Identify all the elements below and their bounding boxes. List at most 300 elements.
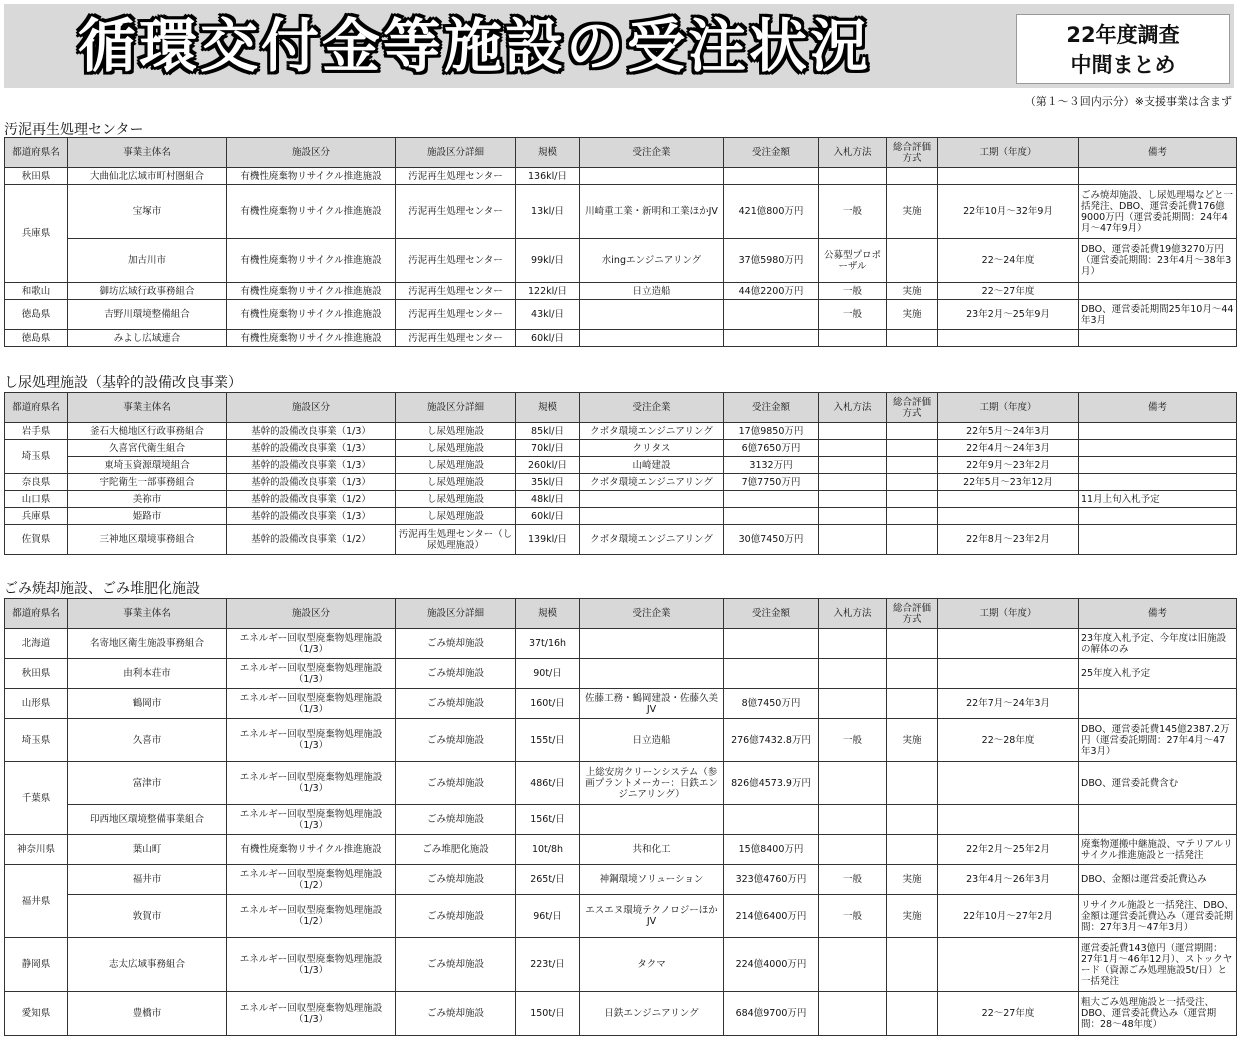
cell-detail: し尿処理施設 — [396, 423, 516, 440]
cell-period: 22年9月〜23年2月 — [938, 457, 1079, 474]
cell-detail: 汚泥再生処理センター — [396, 283, 516, 300]
table-row — [5, 629, 1237, 659]
cell-pref: 北海道 — [5, 629, 68, 659]
cell-company: 上総安房クリーンシステム（参画プラントメーカー：日鉄エンジニアリング） — [580, 762, 724, 805]
cell-company — [580, 300, 724, 330]
cell-scale: 60kl/日 — [516, 330, 580, 347]
col-header: 規模 — [516, 393, 580, 423]
table-row — [5, 835, 1237, 865]
cell-company: 日鉄エンジニアリング — [580, 992, 724, 1036]
cell-amount — [724, 168, 819, 185]
cell-period: 22〜27年度 — [938, 283, 1079, 300]
cell-eval: 実施 — [887, 283, 938, 300]
cell-entity: 福井市 — [68, 865, 227, 895]
cell-pref: 徳島県 — [5, 300, 68, 330]
col-header: 施設区分 — [227, 393, 396, 423]
cell-period — [938, 168, 1079, 185]
cell-company: クリタス — [580, 440, 724, 457]
cell-category: エネルギー回収型廃棄物処理施設（1/2） — [227, 895, 396, 938]
cell-period: 22年2月〜25年2月 — [938, 835, 1079, 865]
cell-entity: 三神地区環境事務組合 — [68, 525, 227, 555]
table-row — [5, 168, 1237, 185]
table-sludge — [4, 137, 1237, 347]
cell-category: エネルギー回収型廃棄物処理施設（1/3） — [227, 805, 396, 835]
cell-entity: 宇陀衛生一部事務組合 — [68, 474, 227, 491]
table-row — [5, 300, 1237, 330]
table-header-row — [5, 393, 1237, 423]
table-row — [5, 865, 1237, 895]
cell-company — [580, 629, 724, 659]
cell-period: 22年5月〜23年12月 — [938, 474, 1079, 491]
cell-period: 22年10月〜32年9月 — [938, 185, 1079, 239]
cell-scale: 139kl/日 — [516, 525, 580, 555]
cell-category: エネルギー回収型廃棄物処理施設（1/3） — [227, 659, 396, 689]
cell-pref: 埼玉県 — [5, 440, 68, 474]
cell-pref: 佐賀県 — [5, 525, 68, 555]
cell-eval — [887, 525, 938, 555]
cell-period: 22年10月〜27年2月 — [938, 895, 1079, 938]
cell-period — [938, 491, 1079, 508]
table-row — [5, 719, 1237, 762]
cell-bid: 一般 — [819, 283, 887, 300]
cell-company: エスエヌ環境テクノロジーほかJV — [580, 895, 724, 938]
cell-amount — [724, 805, 819, 835]
cell-amount: 8億7450万円 — [724, 689, 819, 719]
cell-entity: 東埼玉資源環境組合 — [68, 457, 227, 474]
cell-entity: 宝塚市 — [68, 185, 227, 239]
cell-remarks: DBO、運営委託費145億2387.2万円（運営委託期間：27年4月〜47年3月） — [1079, 719, 1237, 762]
cell-remarks — [1079, 508, 1237, 525]
cell-scale: 486t/日 — [516, 762, 580, 805]
cell-detail: 汚泥再生処理センター — [396, 300, 516, 330]
col-header: 施設区分詳細 — [396, 599, 516, 629]
cell-remarks: リサイクル施設と一括発注、DBO、金額は運営委託費込み（運営委託期間：27年3月〜47年3月） — [1079, 895, 1237, 938]
cell-scale: 96t/日 — [516, 895, 580, 938]
cell-eval — [887, 474, 938, 491]
cell-remarks — [1079, 168, 1237, 185]
cell-amount — [724, 629, 819, 659]
cell-company: 神鋼環境ソリューション — [580, 865, 724, 895]
col-header: 入札方法 — [819, 138, 887, 168]
page-title: 循環交付金等施設の受注状況 — [78, 12, 872, 80]
cell-bid — [819, 629, 887, 659]
table-row — [5, 805, 1237, 835]
col-header: 工期（年度） — [938, 599, 1079, 629]
cell-bid — [819, 805, 887, 835]
cell-period: 22年5月〜24年3月 — [938, 423, 1079, 440]
cell-detail: 汚泥再生処理センター（し尿処理施設） — [396, 525, 516, 555]
cell-scale: 150t/日 — [516, 992, 580, 1036]
cell-eval: 実施 — [887, 185, 938, 239]
cell-scale: 122kl/日 — [516, 283, 580, 300]
col-header: 備考 — [1079, 393, 1237, 423]
cell-detail: し尿処理施設 — [396, 457, 516, 474]
cell-company — [580, 805, 724, 835]
cell-company: クボタ環境エンジニアリング — [580, 525, 724, 555]
cell-bid — [819, 440, 887, 457]
cell-pref: 山形県 — [5, 689, 68, 719]
cell-entity: 名寄地区衛生施設事務組合 — [68, 629, 227, 659]
cell-scale: 156t/日 — [516, 805, 580, 835]
table-row — [5, 762, 1237, 805]
cell-period: 22〜24年度 — [938, 239, 1079, 283]
col-header: 施設区分詳細 — [396, 393, 516, 423]
col-header: 規模 — [516, 138, 580, 168]
cell-detail: ごみ焼却施設 — [396, 805, 516, 835]
cell-category: 有機性廃棄物リサイクル推進施設 — [227, 283, 396, 300]
cell-company: タクマ — [580, 938, 724, 992]
cell-detail: ごみ焼却施設 — [396, 629, 516, 659]
cell-bid — [819, 457, 887, 474]
cell-eval — [887, 938, 938, 992]
table-row — [5, 283, 1237, 300]
col-header: 施設区分 — [227, 138, 396, 168]
cell-scale: 60kl/日 — [516, 508, 580, 525]
cell-remarks — [1079, 525, 1237, 555]
cell-entity: 敦賀市 — [68, 895, 227, 938]
cell-company — [580, 508, 724, 525]
table-row — [5, 423, 1237, 440]
cell-category: 有機性廃棄物リサイクル推進施設 — [227, 239, 396, 283]
cell-eval — [887, 239, 938, 283]
cell-remarks: 廃棄物運搬中継施設、マテリアルリサイクル推進施設と一括発注 — [1079, 835, 1237, 865]
cell-bid: 公募型プロポーザル — [819, 239, 887, 283]
cell-bid — [819, 659, 887, 689]
cell-pref: 兵庫県 — [5, 508, 68, 525]
table-row — [5, 992, 1237, 1036]
col-header: 入札方法 — [819, 393, 887, 423]
cell-period: 22〜28年度 — [938, 719, 1079, 762]
cell-category: エネルギー回収型廃棄物処理施設（1/3） — [227, 992, 396, 1036]
cell-period — [938, 938, 1079, 992]
cell-scale: 43kl/日 — [516, 300, 580, 330]
cell-scale: 155t/日 — [516, 719, 580, 762]
cell-bid — [819, 835, 887, 865]
cell-amount: 37億5980万円 — [724, 239, 819, 283]
cell-amount: 276億7432.8万円 — [724, 719, 819, 762]
cell-remarks: 運営委託費143億円（運営期間：27年1月〜46年12月）、ストックヤード（資源ごみ処理施設5t/日）と一括発注 — [1079, 938, 1237, 992]
cell-scale: 160t/日 — [516, 689, 580, 719]
table-row — [5, 895, 1237, 938]
cell-remarks: 25年度入札予定 — [1079, 659, 1237, 689]
section-title-sludge: 汚泥再生処理センター — [4, 122, 144, 138]
col-header: 受注企業 — [580, 599, 724, 629]
cell-company — [580, 168, 724, 185]
cell-scale: 90t/日 — [516, 659, 580, 689]
table-header-row — [5, 138, 1237, 168]
table-row — [5, 474, 1237, 491]
cell-remarks — [1079, 330, 1237, 347]
cell-entity: 葉山町 — [68, 835, 227, 865]
cell-eval: 実施 — [887, 719, 938, 762]
cell-eval — [887, 457, 938, 474]
cell-bid — [819, 491, 887, 508]
cell-category: エネルギー回収型廃棄物処理施設（1/3） — [227, 629, 396, 659]
cell-category: エネルギー回収型廃棄物処理施設（1/3） — [227, 719, 396, 762]
cell-category: 基幹的設備改良事業（1/2） — [227, 491, 396, 508]
cell-scale: 13kl/日 — [516, 185, 580, 239]
table-row — [5, 330, 1237, 347]
cell-entity: 豊橋市 — [68, 992, 227, 1036]
cell-period: 23年2月〜25年9月 — [938, 300, 1079, 330]
cell-amount — [724, 491, 819, 508]
cell-pref: 奈良県 — [5, 474, 68, 491]
cell-scale: 223t/日 — [516, 938, 580, 992]
table-incineration — [4, 598, 1237, 1036]
cell-category: 基幹的設備改良事業（1/3） — [227, 474, 396, 491]
cell-eval — [887, 508, 938, 525]
cell-pref: 山口県 — [5, 491, 68, 508]
cell-bid: 一般 — [819, 300, 887, 330]
cell-company: 共和化工 — [580, 835, 724, 865]
cell-remarks — [1079, 474, 1237, 491]
section-title-night-soil: し尿処理施設（基幹的設備改良事業） — [4, 375, 242, 391]
cell-detail: 汚泥再生処理センター — [396, 330, 516, 347]
table-row — [5, 525, 1237, 555]
cell-scale: 37t/16h — [516, 629, 580, 659]
cell-pref: 兵庫県 — [5, 185, 68, 283]
section-title-incineration: ごみ焼却施設、ごみ堆肥化施設 — [4, 581, 200, 597]
cell-category: 基幹的設備改良事業（1/3） — [227, 508, 396, 525]
cell-pref: 和歌山 — [5, 283, 68, 300]
cell-amount: 15億8400万円 — [724, 835, 819, 865]
cell-detail: ごみ焼却施設 — [396, 762, 516, 805]
cell-pref: 徳島県 — [5, 330, 68, 347]
cell-amount — [724, 300, 819, 330]
scope-note: （第１〜３回内示分）※支援事業は含まず — [1024, 95, 1232, 108]
col-header: 受注企業 — [580, 393, 724, 423]
cell-category: エネルギー回収型廃棄物処理施設（1/3） — [227, 762, 396, 805]
cell-category: 基幹的設備改良事業（1/3） — [227, 423, 396, 440]
cell-scale: 85kl/日 — [516, 423, 580, 440]
cell-entity: 久喜宮代衛生組合 — [68, 440, 227, 457]
table-row — [5, 185, 1237, 239]
col-header: 入札方法 — [819, 599, 887, 629]
cell-category: エネルギー回収型廃棄物処理施設（1/2） — [227, 865, 396, 895]
table-row — [5, 239, 1237, 283]
col-header: 都道府県名 — [5, 599, 68, 629]
table-row — [5, 938, 1237, 992]
cell-eval — [887, 992, 938, 1036]
cell-company — [580, 659, 724, 689]
badge-line-1: 22年度調査 — [1066, 23, 1180, 47]
cell-amount — [724, 330, 819, 347]
cell-entity: 由利本荘市 — [68, 659, 227, 689]
cell-period: 22年4月〜24年3月 — [938, 440, 1079, 457]
cell-detail: ごみ焼却施設 — [396, 992, 516, 1036]
cell-company: 川崎重工業・新明和工業ほかJV — [580, 185, 724, 239]
cell-detail: し尿処理施設 — [396, 474, 516, 491]
cell-period — [938, 330, 1079, 347]
cell-bid: 一般 — [819, 719, 887, 762]
cell-entity: 美祢市 — [68, 491, 227, 508]
col-header: 備考 — [1079, 138, 1237, 168]
cell-company: 日立造船 — [580, 283, 724, 300]
cell-bid: 一般 — [819, 895, 887, 938]
cell-remarks — [1079, 805, 1237, 835]
cell-detail: 汚泥再生処理センター — [396, 168, 516, 185]
cell-period — [938, 659, 1079, 689]
cell-eval — [887, 629, 938, 659]
cell-eval — [887, 762, 938, 805]
cell-amount — [724, 659, 819, 689]
cell-category: エネルギー回収型廃棄物処理施設（1/3） — [227, 938, 396, 992]
cell-amount: 17億9850万円 — [724, 423, 819, 440]
cell-amount: 3132万円 — [724, 457, 819, 474]
cell-scale: 48kl/日 — [516, 491, 580, 508]
cell-amount: 826億4573.9万円 — [724, 762, 819, 805]
cell-pref: 愛知県 — [5, 992, 68, 1036]
cell-period: 23年4月〜26年3月 — [938, 865, 1079, 895]
col-header: 総合評価方式 — [887, 138, 938, 168]
cell-company — [580, 330, 724, 347]
cell-pref: 神奈川県 — [5, 835, 68, 865]
cell-detail: ごみ焼却施設 — [396, 719, 516, 762]
cell-bid — [819, 168, 887, 185]
cell-company — [580, 491, 724, 508]
cell-category: 基幹的設備改良事業（1/3） — [227, 440, 396, 457]
cell-bid — [819, 508, 887, 525]
cell-scale: 136kl/日 — [516, 168, 580, 185]
cell-category: 有機性廃棄物リサイクル推進施設 — [227, 330, 396, 347]
cell-period — [938, 629, 1079, 659]
cell-detail: ごみ焼却施設 — [396, 895, 516, 938]
cell-scale: 10t/8h — [516, 835, 580, 865]
col-header: 施設区分 — [227, 599, 396, 629]
cell-eval — [887, 423, 938, 440]
cell-period — [938, 805, 1079, 835]
cell-eval: 実施 — [887, 300, 938, 330]
cell-pref: 秋田県 — [5, 168, 68, 185]
col-header: 受注金額 — [724, 393, 819, 423]
cell-pref: 福井県 — [5, 865, 68, 938]
cell-entity: 釜石大槌地区行政事務組合 — [68, 423, 227, 440]
cell-category: 有機性廃棄物リサイクル推進施設 — [227, 168, 396, 185]
cell-company: 佐藤工務・鶴岡建設・佐藤久美JV — [580, 689, 724, 719]
col-header: 事業主体名 — [68, 393, 227, 423]
col-header: 受注企業 — [580, 138, 724, 168]
cell-company: クボタ環境エンジニアリング — [580, 474, 724, 491]
col-header: 都道府県名 — [5, 393, 68, 423]
cell-eval — [887, 491, 938, 508]
col-header: 事業主体名 — [68, 599, 227, 629]
cell-category: 基幹的設備改良事業（1/3） — [227, 457, 396, 474]
cell-eval — [887, 805, 938, 835]
cell-entity: 印西地区環境整備事業組合 — [68, 805, 227, 835]
cell-eval — [887, 330, 938, 347]
cell-bid: 一般 — [819, 185, 887, 239]
cell-remarks — [1079, 440, 1237, 457]
cell-period — [938, 762, 1079, 805]
cell-amount: 323億4760万円 — [724, 865, 819, 895]
cell-remarks: 11月上旬入札予定 — [1079, 491, 1237, 508]
cell-bid — [819, 330, 887, 347]
col-header: 受注金額 — [724, 138, 819, 168]
cell-period: 22年7月〜24年3月 — [938, 689, 1079, 719]
cell-entity: 御坊広域行政事務組合 — [68, 283, 227, 300]
cell-amount: 224億4000万円 — [724, 938, 819, 992]
cell-remarks: DBO、金額は運営委託費込み — [1079, 865, 1237, 895]
cell-entity: 姫路市 — [68, 508, 227, 525]
cell-pref: 秋田県 — [5, 659, 68, 689]
cell-detail: ごみ焼却施設 — [396, 659, 516, 689]
cell-company: 山崎建設 — [580, 457, 724, 474]
table-row — [5, 440, 1237, 457]
table-row — [5, 689, 1237, 719]
cell-bid: 一般 — [819, 865, 887, 895]
cell-amount: 214億6400万円 — [724, 895, 819, 938]
cell-remarks — [1079, 457, 1237, 474]
cell-amount: 44億2200万円 — [724, 283, 819, 300]
cell-remarks: 23年度入札予定、今年度は旧施設の解体のみ — [1079, 629, 1237, 659]
cell-eval: 実施 — [887, 865, 938, 895]
cell-remarks — [1079, 689, 1237, 719]
cell-detail: ごみ焼却施設 — [396, 865, 516, 895]
cell-remarks — [1079, 423, 1237, 440]
col-header: 総合評価方式 — [887, 599, 938, 629]
cell-scale: 70kl/日 — [516, 440, 580, 457]
cell-scale: 265t/日 — [516, 865, 580, 895]
cell-remarks: 粗大ごみ処理施設と一括受注、DBO、運営委託費込み（運営期間：28〜48年度） — [1079, 992, 1237, 1036]
cell-eval — [887, 659, 938, 689]
col-header: 工期（年度） — [938, 138, 1079, 168]
cell-remarks: DBO、運営委託費含む — [1079, 762, 1237, 805]
cell-entity: みよし広域連合 — [68, 330, 227, 347]
cell-amount — [724, 508, 819, 525]
table-row — [5, 457, 1237, 474]
cell-remarks: DBO、運営委託費19億3270万円（運営委託期間：23年4月〜38年3月） — [1079, 239, 1237, 283]
cell-amount: 421億800万円 — [724, 185, 819, 239]
survey-badge — [1016, 14, 1230, 84]
cell-category: 有機性廃棄物リサイクル推進施設 — [227, 300, 396, 330]
cell-remarks: ごみ焼却施設、し尿処理場などと一括発注、DBO、運営委託費176億9000万円（運営委託期間：24年4月〜47年9月） — [1079, 185, 1237, 239]
cell-eval: 実施 — [887, 895, 938, 938]
cell-scale: 99kl/日 — [516, 239, 580, 283]
cell-category: エネルギー回収型廃棄物処理施設（1/3） — [227, 689, 396, 719]
cell-pref: 千葉県 — [5, 762, 68, 835]
cell-amount: 6億7650万円 — [724, 440, 819, 457]
cell-company: クボタ環境エンジニアリング — [580, 423, 724, 440]
cell-entity: 加古川市 — [68, 239, 227, 283]
cell-pref: 静岡県 — [5, 938, 68, 992]
cell-detail: 汚泥再生処理センター — [396, 239, 516, 283]
cell-amount: 684億9700万円 — [724, 992, 819, 1036]
cell-period — [938, 508, 1079, 525]
cell-detail: ごみ焼却施設 — [396, 938, 516, 992]
col-header: 総合評価方式 — [887, 393, 938, 423]
cell-bid — [819, 992, 887, 1036]
cell-bid — [819, 525, 887, 555]
header-banner — [4, 4, 1234, 88]
cell-remarks — [1079, 283, 1237, 300]
cell-entity: 久喜市 — [68, 719, 227, 762]
cell-amount: 7億7750万円 — [724, 474, 819, 491]
table-row — [5, 491, 1237, 508]
cell-entity: 大曲仙北広域市町村圏組合 — [68, 168, 227, 185]
cell-period: 22〜27年度 — [938, 992, 1079, 1036]
cell-bid — [819, 474, 887, 491]
cell-category: 有機性廃棄物リサイクル推進施設 — [227, 835, 396, 865]
cell-amount: 30億7450万円 — [724, 525, 819, 555]
col-header: 都道府県名 — [5, 138, 68, 168]
cell-remarks: DBO、運営委託期間25年10月〜44年3月 — [1079, 300, 1237, 330]
col-header: 事業主体名 — [68, 138, 227, 168]
table-night-soil — [4, 392, 1237, 555]
cell-bid — [819, 938, 887, 992]
cell-bid — [819, 762, 887, 805]
cell-period: 22年8月〜23年2月 — [938, 525, 1079, 555]
cell-detail: ごみ焼却施設 — [396, 689, 516, 719]
